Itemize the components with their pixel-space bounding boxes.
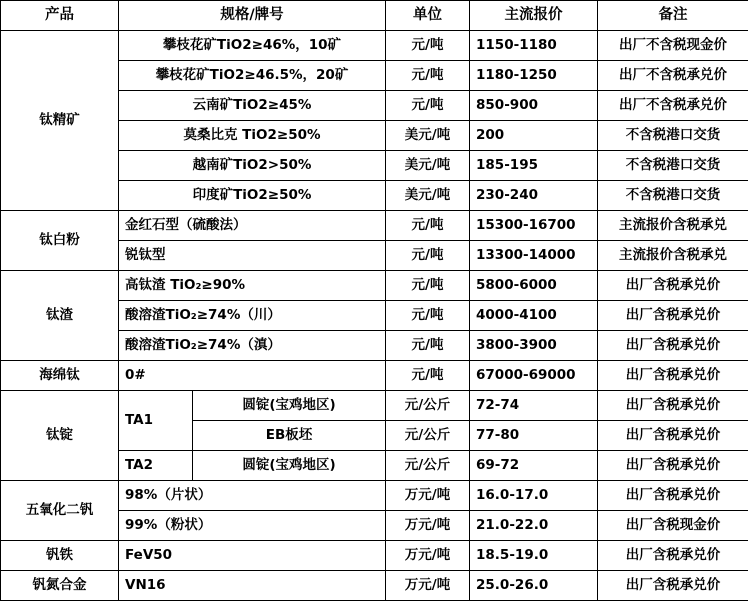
unit-cell: 元/吨 — [386, 241, 470, 271]
product-category-cell: 五氧化二钒 — [1, 481, 119, 541]
unit-cell: 元/公斤 — [386, 451, 470, 481]
remark-cell: 出厂含税承兑价 — [598, 361, 748, 391]
price-cell: 21.0-22.0 — [470, 511, 598, 541]
unit-cell: 元/吨 — [386, 31, 470, 61]
unit-cell: 万元/吨 — [386, 481, 470, 511]
price-cell: 72-74 — [470, 391, 598, 421]
unit-cell: 元/吨 — [386, 331, 470, 361]
spec-cell: 高钛渣 TiO₂≥90% — [119, 271, 386, 301]
unit-cell: 万元/吨 — [386, 511, 470, 541]
remark-cell: 出厂不含税承兑价 — [598, 91, 748, 121]
price-cell: 18.5-19.0 — [470, 541, 598, 571]
spec-cell: EB板坯 — [193, 421, 386, 451]
remark-cell: 出厂含税承兑价 — [598, 331, 748, 361]
table-header — [1, 1, 748, 31]
unit-cell: 元/吨 — [386, 61, 470, 91]
header-row — [1, 1, 748, 31]
remark-cell: 不含税港口交货 — [598, 151, 748, 181]
remark-cell: 出厂含税承兑价 — [598, 541, 748, 571]
price-cell: 77-80 — [470, 421, 598, 451]
spec-cell: 圆锭(宝鸡地区) — [193, 391, 386, 421]
header-product: 产品 — [1, 1, 119, 31]
unit-cell: 元/吨 — [386, 361, 470, 391]
table-row — [1, 571, 748, 601]
price-cell: 1180-1250 — [470, 61, 598, 91]
header-unit: 单位 — [386, 1, 470, 31]
price-cell: 25.0-26.0 — [470, 571, 598, 601]
remark-cell: 出厂不含税承兑价 — [598, 61, 748, 91]
remark-cell: 主流报价含税承兑 — [598, 241, 748, 271]
table-row — [1, 391, 748, 421]
remark-cell: 出厂不含税现金价 — [598, 31, 748, 61]
price-cell: 200 — [470, 121, 598, 151]
unit-cell: 元/公斤 — [386, 421, 470, 451]
unit-cell: 元/吨 — [386, 301, 470, 331]
spec-cell: 攀枝花矿TiO2≥46%，10矿 — [119, 31, 386, 61]
spec-cell: 99%（粉状） — [119, 511, 386, 541]
product-category-cell: 钛白粉 — [1, 211, 119, 271]
price-cell: 69-72 — [470, 451, 598, 481]
remark-cell: 出厂含税承兑价 — [598, 301, 748, 331]
remark-cell: 不含税港口交货 — [598, 181, 748, 211]
spec-cell: 云南矿TiO2≥45% — [119, 91, 386, 121]
remark-cell: 出厂含税现金价 — [598, 511, 748, 541]
grade-cell: TA1 — [119, 391, 193, 451]
price-cell: 13300-14000 — [470, 241, 598, 271]
price-cell: 15300-16700 — [470, 211, 598, 241]
remark-cell: 出厂含税承兑价 — [598, 421, 748, 451]
unit-cell: 美元/吨 — [386, 121, 470, 151]
table-row — [1, 271, 748, 301]
product-category-cell: 钛渣 — [1, 271, 119, 361]
remark-cell: 出厂含税承兑价 — [598, 571, 748, 601]
spec-cell: 越南矿TiO2>50% — [119, 151, 386, 181]
grade-cell: TA2 — [119, 451, 193, 481]
remark-cell: 出厂含税承兑价 — [598, 391, 748, 421]
price-cell: 67000-69000 — [470, 361, 598, 391]
unit-cell: 元/吨 — [386, 211, 470, 241]
price-cell: 230-240 — [470, 181, 598, 211]
unit-cell: 万元/吨 — [386, 571, 470, 601]
price-cell: 4000-4100 — [470, 301, 598, 331]
spec-cell: FeV50 — [119, 541, 386, 571]
unit-cell: 元/公斤 — [386, 391, 470, 421]
header-price: 主流报价 — [470, 1, 598, 31]
spec-cell: 酸溶渣TiO₂≥74%（川） — [119, 301, 386, 331]
remark-cell: 不含税港口交货 — [598, 121, 748, 151]
product-category-cell: 海绵钛 — [1, 361, 119, 391]
spec-cell: 圆锭(宝鸡地区) — [193, 451, 386, 481]
remark-cell: 出厂含税承兑价 — [598, 481, 748, 511]
spec-cell: 0# — [119, 361, 386, 391]
product-category-cell: 钒氮合金 — [1, 571, 119, 601]
table-body — [1, 31, 748, 601]
unit-cell: 元/吨 — [386, 91, 470, 121]
spec-cell: 攀枝花矿TiO2≥46.5%，20矿 — [119, 61, 386, 91]
spec-cell: 锐钛型 — [119, 241, 386, 271]
spec-cell: VN16 — [119, 571, 386, 601]
spec-cell: 金红石型（硫酸法） — [119, 211, 386, 241]
header-remark: 备注 — [598, 1, 748, 31]
unit-cell: 万元/吨 — [386, 541, 470, 571]
remark-cell: 出厂含税承兑价 — [598, 451, 748, 481]
table-row — [1, 541, 748, 571]
unit-cell: 美元/吨 — [386, 181, 470, 211]
product-category-cell: 钒铁 — [1, 541, 119, 571]
table-row — [1, 361, 748, 391]
price-cell: 1150-1180 — [470, 31, 598, 61]
unit-cell: 美元/吨 — [386, 151, 470, 181]
price-cell: 850-900 — [470, 91, 598, 121]
price-cell: 3800-3900 — [470, 331, 598, 361]
header-spec: 规格/牌号 — [119, 1, 386, 31]
spec-cell: 酸溶渣TiO₂≥74%（滇） — [119, 331, 386, 361]
table-row — [1, 31, 748, 61]
spec-cell: 印度矿TiO2≥50% — [119, 181, 386, 211]
price-cell: 185-195 — [470, 151, 598, 181]
remark-cell: 出厂含税承兑价 — [598, 271, 748, 301]
table-row — [1, 211, 748, 241]
table-row — [1, 481, 748, 511]
product-category-cell: 钛锭 — [1, 391, 119, 481]
price-cell: 16.0-17.0 — [470, 481, 598, 511]
remark-cell: 主流报价含税承兑 — [598, 211, 748, 241]
spec-cell: 98%（片状） — [119, 481, 386, 511]
spec-cell: 莫桑比克 TiO2≥50% — [119, 121, 386, 151]
price-cell: 5800-6000 — [470, 271, 598, 301]
product-category-cell: 钛精矿 — [1, 31, 119, 211]
unit-cell: 元/吨 — [386, 271, 470, 301]
